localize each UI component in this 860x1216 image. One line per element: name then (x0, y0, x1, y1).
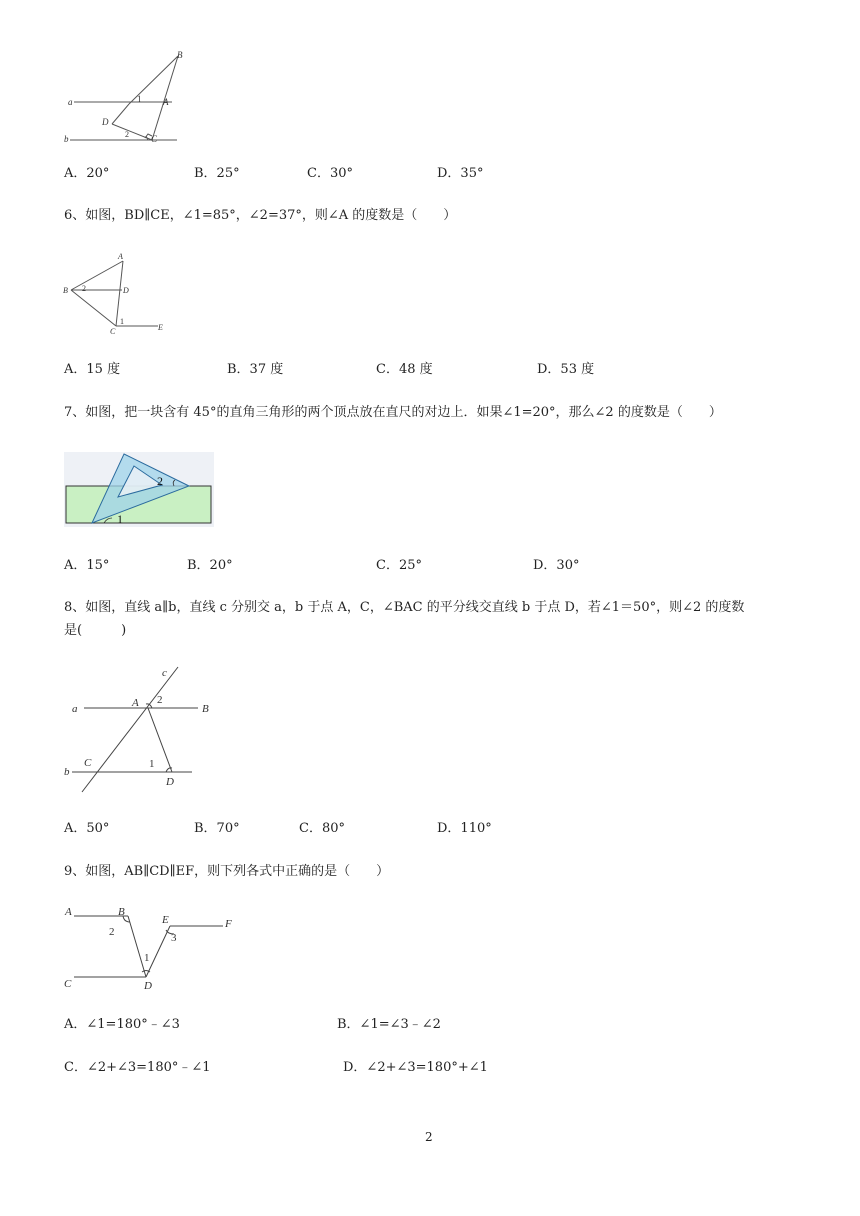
q8-label-B: B (202, 703, 209, 715)
q8-option-c: C．80° (299, 821, 345, 836)
q5-label-1: 1 (137, 94, 142, 104)
q9-label-F: F (225, 918, 232, 930)
q8-label-a: a (72, 703, 78, 715)
q6-stem: 6、如图，BD∥CE，∠1=85°，∠2=37°，则∠A 的度数是（ ） (64, 208, 457, 223)
q7-option-d: D．30° (533, 558, 580, 573)
q6-figure (60, 250, 175, 335)
q7-option-c: C．25° (376, 558, 422, 573)
q5-label-b: b (64, 134, 69, 144)
q8-label-c: c (162, 667, 167, 679)
q6-label-E: E (158, 323, 163, 332)
q9-label-D: D (144, 980, 152, 992)
q7-label-1: 1 (117, 512, 123, 526)
q8-option-a: A．50° (64, 821, 110, 836)
q5-figure (62, 48, 192, 148)
q7-stem: 7、如图，把一块含有 45°的直角三角形的两个顶点放在直尺的对边上．如果∠1=20°，那么∠2 的度数是（ ） (64, 405, 722, 420)
q8-label-2: 2 (157, 694, 163, 706)
q5-label-a: a (68, 97, 73, 107)
q8-option-d: D．110° (437, 821, 492, 836)
q6-option-a: A．15 度 (64, 362, 121, 377)
q6-label-B: B (63, 286, 68, 295)
q6-label-D: D (123, 286, 129, 295)
page-number: 2 (425, 1130, 433, 1144)
q9-label-A: A (65, 906, 72, 918)
q6-label-C: C (110, 327, 116, 335)
q8-stem-line2: 是( ) (64, 623, 127, 638)
q5-label-2: 2 (125, 130, 129, 139)
q8-stem-line1: 8、如图，直线 a∥b，直线 c 分别交 a，b 于点 A，C，∠BAC 的平分线交直线 b 于点 D，若∠1＝50°，则∠2 的度数 (64, 600, 745, 615)
q9-option-d: D．∠2+∠3=180°+∠1 (343, 1060, 488, 1075)
q8-label-1: 1 (149, 758, 155, 770)
q5-option-d: D．35° (437, 166, 484, 181)
q5-label-A: A (163, 97, 169, 107)
q9-label-E: E (162, 914, 169, 926)
q6-label-2: 2 (82, 284, 86, 293)
q9-stem: 9、如图，AB∥CD∥EF，则下列各式中正确的是（ ） (64, 864, 390, 879)
q6-label-A: A (118, 252, 123, 261)
q8-label-b: b (64, 766, 70, 778)
q5-label-B: B (177, 50, 183, 60)
q6-option-c: C．48 度 (376, 362, 433, 377)
q9-option-c: C．∠2+∠3=180°﹣∠1 (64, 1060, 211, 1075)
q8-figure (60, 663, 235, 793)
q9-option-b: B．∠1=∠3﹣∠2 (337, 1017, 441, 1032)
q9-label-B: B (118, 906, 125, 918)
q8-label-C: C (84, 757, 92, 769)
q9-figure (60, 900, 240, 992)
q5-label-C: C (151, 134, 158, 144)
q6-label-1: 1 (120, 317, 124, 326)
q8-label-D: D (166, 776, 174, 788)
q7-option-b: B．20° (187, 558, 233, 573)
q5-option-c: C．30° (307, 166, 353, 181)
q8-option-b: B．70° (194, 821, 240, 836)
q9-label-2: 2 (109, 926, 115, 938)
q5-option-a: A．20° (64, 166, 110, 181)
q7-figure (64, 452, 214, 527)
q8-label-A: A (132, 697, 139, 709)
q9-option-a: A．∠1=180°﹣∠3 (64, 1017, 180, 1032)
q5-label-D: D (102, 117, 109, 127)
q6-option-b: B．37 度 (227, 362, 284, 377)
q6-option-d: D．53 度 (537, 362, 595, 377)
q9-label-1: 1 (144, 952, 150, 964)
q7-label-2: 2 (157, 474, 163, 488)
q9-label-C: C (64, 978, 72, 990)
q9-label-3: 3 (171, 932, 177, 944)
q5-option-b: B．25° (194, 166, 240, 181)
q7-option-a: A．15° (64, 558, 110, 573)
